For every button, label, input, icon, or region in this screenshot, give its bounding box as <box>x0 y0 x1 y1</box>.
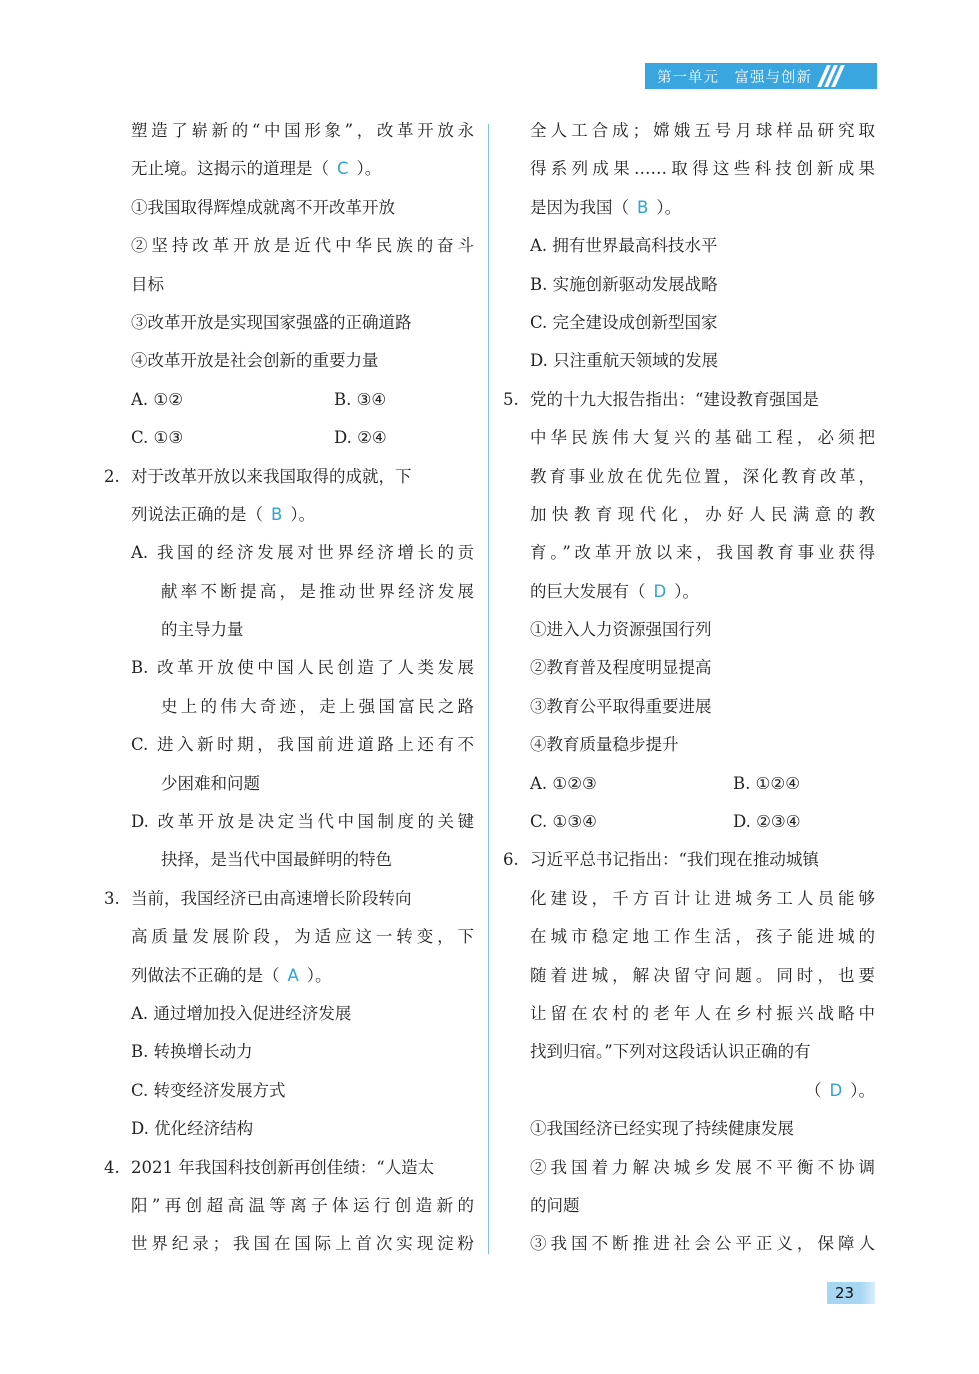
q1-options-row <box>104 419 474 457</box>
q6-number: 6. <box>503 850 519 870</box>
q4-option-a: A. 拥有世界最高科技水平 <box>530 236 718 256</box>
q1-text-line: 无止境。这揭示的道理是（ C ）。 <box>131 159 382 179</box>
q6-stem: 6. 习近平总书记指出：“我们现在推动城镇 <box>503 841 875 879</box>
q2-option-d-cont: 抉择，是当代中国最鲜明的特色 <box>161 850 392 870</box>
q6-answer-line: （ D ）。 <box>805 1080 875 1100</box>
q1-answer: C <box>337 159 349 179</box>
q3-option-a: A. 通过增加投入促进经济发展 <box>131 1003 352 1023</box>
q5-stem: 中华民族伟大复兴的基础工程，必须把 <box>530 428 875 448</box>
q2-stem: 列说法正确的是（ B ）。 <box>131 504 316 524</box>
q2-stem: 2. 对于改革开放以来我国取得的成就，下 <box>104 458 474 496</box>
q1-option-b: B. ③④ <box>334 389 387 409</box>
q5-statement-3: ③教育公平取得重要进展 <box>530 696 712 716</box>
q6-statement-2-cont: 的问题 <box>530 1195 580 1215</box>
q4-stem: 世界纪录；我国在国际上首次实现淀粉 <box>131 1234 474 1254</box>
q1-statement-2-cont: 目标 <box>131 274 164 294</box>
q1-statement-3: ③改革开放是实现国家强盛的正确道路 <box>131 312 412 332</box>
q5-statement-4: ④教育质量稳步提升 <box>530 735 679 755</box>
q2-option-a-cont: 的主导力量 <box>161 620 244 640</box>
q5-stem: 育。”改革开放以来，我国教育事业获得 <box>530 543 875 563</box>
q5-option-d: D. ②③④ <box>733 812 801 832</box>
q6-statement-3: ③我国不断推进社会公平正义，保障人 <box>530 1234 875 1254</box>
q3-stem: 3. 当前，我国经济已由高速增长阶段转向 <box>104 880 474 918</box>
q2-option-d: D. 改革开放是决定当代中国制度的关键 <box>131 812 474 832</box>
q3-option-d: D. 优化经济结构 <box>131 1119 254 1139</box>
header-stripes-decoration <box>822 65 840 87</box>
q5-stem: 的巨大发展有（ D ）。 <box>530 581 699 601</box>
q1-statement-4: ④改革开放是社会创新的重要力量 <box>131 351 379 371</box>
q1-option-d: D. ②④ <box>334 428 387 448</box>
q3-number: 3. <box>104 888 120 908</box>
q5-option-b: B. ①②④ <box>733 773 800 793</box>
q2-number: 2. <box>104 466 120 486</box>
q3-stem: 高质量发展阶段，为适应这一转变，下 <box>131 927 474 947</box>
q4-stem: 阳”再创超高温等离子体运行创造新的 <box>131 1195 474 1215</box>
q2-option-c: C. 进入新时期，我国前进道路上还有不 <box>131 735 474 755</box>
q6-stem: 随着进城，解决留守问题。同时，也要 <box>530 965 875 985</box>
q4-text-line: 得系列成果……取得这些科技创新成果 <box>530 159 875 179</box>
right-column <box>503 112 875 1264</box>
page-number: 23 <box>827 1282 875 1304</box>
q2-option-a-cont: 献率不断提高，是推动世界经济发展 <box>161 581 474 601</box>
unit-header-band <box>645 63 877 89</box>
q2-option-b-cont: 史上的伟大奇迹，走上强国富民之路 <box>161 696 474 716</box>
q1-statement-1: ①我国取得辉煌成就离不开改革开放 <box>131 197 395 217</box>
q6-stem: 让留在农村的老年人在乡村振兴战略中 <box>530 1003 875 1023</box>
q3-option-b: B. 转换增长动力 <box>131 1042 253 1062</box>
unit-title: 第一单元 富强与创新 <box>657 69 812 86</box>
q5-statement-1: ①进入人力资源强国行列 <box>530 620 712 640</box>
q6-statement-2: ②我国着力解决城乡发展不平衡不协调 <box>530 1157 875 1177</box>
q1-text-line: 塑造了崭新的“中国形象”，改革开放永 <box>131 121 474 140</box>
q2-answer: B <box>271 504 283 524</box>
q1-statement-2: ②坚持改革开放是近代中华民族的奋斗 <box>131 236 474 256</box>
q2-option-c-cont: 少困难和问题 <box>161 773 260 793</box>
q5-stem: 加快教育现代化，办好人民满意的教 <box>530 504 875 524</box>
q4-answer: B <box>637 197 649 217</box>
q5-options-row <box>503 803 875 841</box>
q5-stem: 5. 党的十九大报告指出：“建设教育强国是 <box>503 381 875 419</box>
q1-option-c: C. ①③ <box>131 428 184 448</box>
q4-option-c: C. 完全建设成创新型国家 <box>530 312 718 332</box>
q5-number: 5. <box>503 389 519 409</box>
q4-stem: 4. 2021 年我国科技创新再创佳绩：“人造太 <box>104 1149 474 1187</box>
q2-option-b: B. 改革开放使中国人民创造了人类发展 <box>131 658 474 678</box>
q3-option-c: C. 转变经济发展方式 <box>131 1080 286 1100</box>
q4-number: 4. <box>104 1157 120 1177</box>
left-column <box>104 112 474 1264</box>
q1-options-row <box>104 381 474 419</box>
q1-option-a: A. ①② <box>131 389 183 409</box>
q6-stem: 化建设，千方百计让进城务工人员能够 <box>530 888 875 908</box>
q4-text-line: 全人工合成；嫦娥五号月球样品研究取 <box>530 121 875 140</box>
q5-options-row <box>503 765 875 803</box>
q4-text-line: 是因为我国（ B ）。 <box>530 197 682 217</box>
q5-stem: 教育事业放在优先位置，深化教育改革， <box>530 466 875 486</box>
q6-stem: 在城市稳定地工作生活，孩子能进城的 <box>530 927 875 947</box>
q4-option-b: B. 实施创新驱动发展战略 <box>530 274 718 294</box>
q3-answer: A <box>287 965 299 985</box>
q3-stem: 列做法不正确的是（ A ）。 <box>131 965 332 985</box>
q5-option-a: A. ①②③ <box>530 773 597 793</box>
q6-answer: D <box>829 1080 843 1100</box>
q5-option-c: C. ①③④ <box>530 812 597 832</box>
column-divider <box>488 124 489 1254</box>
q6-stem: 找到归宿。”下列对这段话认识正确的有 <box>530 1042 811 1062</box>
q2-option-a: A. 我国的经济发展对世界经济增长的贡 <box>131 543 474 563</box>
q5-answer: D <box>653 581 667 601</box>
q4-option-d: D. 只注重航天领域的发展 <box>530 351 719 371</box>
q6-statement-1: ①我国经济已经实现了持续健康发展 <box>530 1119 794 1139</box>
q5-statement-2: ②教育普及程度明显提高 <box>530 658 712 678</box>
